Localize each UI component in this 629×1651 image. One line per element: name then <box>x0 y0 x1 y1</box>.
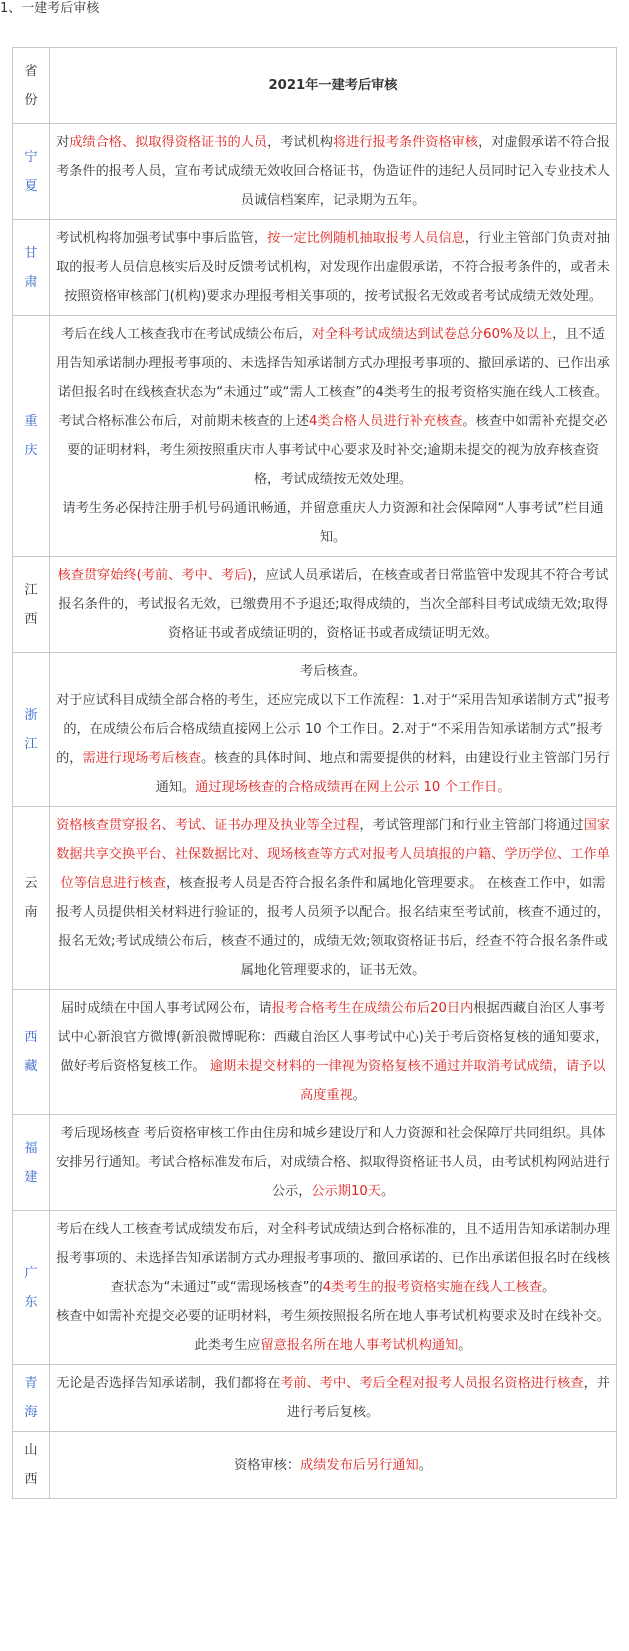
province-cell: 云南 <box>13 807 50 990</box>
review-content-cell <box>50 124 617 220</box>
table-row <box>13 316 617 557</box>
body-text: 考后核查。 <box>300 664 366 679</box>
content-paragraph <box>56 128 610 215</box>
body-text: ，并进行考后复核。 <box>286 1376 610 1420</box>
content-paragraph <box>56 811 610 985</box>
province-cell: 重庆 <box>13 316 50 557</box>
body-text: ，核查报考人员是否符合报名条件和属地化管理要求。 在核查工作中，如需报考人员提供相关材料进行验证的，报考人员须予以配合。报名结束至考试前，核查不通过的，报名无效;考试成绩公布后，核查不通过的，成绩无效;领取资格证书后，经查不符合报名条件或属地化管理要求的，证书无效。 <box>56 876 610 978</box>
body-text: ，应试人员承诺后，在核查或者日常监管中发现其不符合考试报名条件的，考试报名无效，已缴费用不予退还;取得成绩的，当次全部科目考试成绩无效;取得资格证书或者成绩证明的，资格证书或者成绩证明无效。 <box>58 568 609 641</box>
highlighted-text: 逾期未提交材料的一律视为资格复核不通过并取消考试成绩，请予以高度重视 <box>209 1059 606 1103</box>
table-header-row <box>13 48 617 124</box>
highlighted-text: 报考合格考生在成绩公布后20日内 <box>271 1001 474 1016</box>
table-row <box>13 807 617 990</box>
province-cell: 西藏 <box>13 990 50 1115</box>
body-text: 对 <box>56 135 70 150</box>
body-text: 。 <box>542 1280 556 1295</box>
content-paragraph <box>56 407 610 494</box>
table-row <box>13 557 617 653</box>
body-text: 。 <box>352 1088 366 1103</box>
content-paragraph <box>56 224 610 311</box>
table-row <box>13 1211 617 1365</box>
province-cell: 青海 <box>13 1365 50 1432</box>
review-content-cell <box>50 653 617 807</box>
body-text: ，行业主管部门负责对抽取的报考人员信息核实后及时反馈考试机构，对发现作出虚假承诺，不符合报考条件的，或者未按照资格审核部门(机构)要求办理报考相关事项的，按考试报名无效或者考试成绩无效处理。 <box>56 231 610 304</box>
review-content-cell <box>50 1115 617 1211</box>
content-paragraph <box>56 686 610 802</box>
review-content-cell <box>50 316 617 557</box>
body-text: ，且不适用告知承诺制办理报考事项的、未选择告知承诺制方式办理报考事项的、撤回承诺的、已作出承诺但报名时在线核查状态为“未通过”或“需人工核查”的4类考生的报考资格实施在线人工核查。 <box>56 327 610 400</box>
body-text: 考后现场核查 考后资格审核工作由住房和城乡建设厅和人力资源和社会保障厅共同组织。具体安排另行通知。考试合格标准发布后，对成绩合格、拟取得资格证书人员，由考试机构网站进行公示， <box>56 1126 610 1199</box>
body-text: 。 <box>380 1184 395 1199</box>
review-content-cell <box>50 1432 617 1499</box>
highlighted-text: 成绩合格、拟取得资格证书的人员 <box>69 135 268 150</box>
review-content-cell <box>50 1211 617 1365</box>
body-text: 对于应试科目成绩全部合格的考生，还应完成以下工作流程：1.对于“采用告知承诺制方式”报考的，在成绩公布后合格成绩直接网上公示 10 个工作日。2.对于“不采用告知承诺制方式”报考的， <box>56 693 610 766</box>
highlighted-text: 4类合格人员进行补充核查 <box>309 414 463 429</box>
body-text: 。 <box>458 1338 472 1353</box>
table-row <box>13 1432 617 1499</box>
highlighted-text: 将进行报考条件资格审核 <box>333 135 479 150</box>
content-paragraph <box>56 320 610 407</box>
exam-review-table <box>12 47 617 1499</box>
review-content-cell <box>50 220 617 316</box>
table-row <box>13 1365 617 1432</box>
content-paragraph <box>56 561 610 648</box>
body-text: 资格审核： <box>234 1457 301 1473</box>
body-text: 届时成绩在中国人事考试网公布，请 <box>60 1001 272 1016</box>
table-body <box>13 48 617 1499</box>
review-content-cell <box>50 557 617 653</box>
province-cell: 甘肃 <box>13 220 50 316</box>
content-paragraph <box>56 1119 610 1206</box>
highlighted-text: 公示期10天 <box>311 1184 381 1199</box>
table-row <box>13 1115 617 1211</box>
content-paragraph <box>56 657 610 686</box>
body-text: 考试合格标准公布后，对前期未核查的上述 <box>58 414 310 429</box>
content-paragraph <box>56 1369 610 1427</box>
body-text: ，考试管理部门和行业主管部门将通过 <box>359 818 584 833</box>
body-text: 考后在线人工核查考试成绩发布后，对全科考试成绩达到合格标准的，且不适用告知承诺制办理报考事项的、未选择告知承诺制方式办理报考事项的、撤回承诺的、已作出承诺但报名时在线核查状态为“未通过”或“需现场核查”的 <box>56 1222 610 1295</box>
body-text: 根据西藏自治区人事考试中心新浪官方微博(新浪微博昵称：西藏自治区人事考试中心)关于考后资格复核的通知要求，做好考后资格复核工作。 <box>57 1001 609 1074</box>
section-heading: 1、一建考后审核 <box>0 1 100 16</box>
body-text: 无论是否选择告知承诺制，我们都将在 <box>56 1376 281 1391</box>
body-text: 。核查的具体时间、地点和需要提供的材料，由建设行业主管部门另行通知。 <box>155 751 610 795</box>
review-content-cell <box>50 990 617 1115</box>
body-text: 考后在线人工核查我市在考试成绩公布后， <box>61 327 312 342</box>
content-paragraph <box>56 994 610 1110</box>
body-text: 。 <box>418 1457 432 1473</box>
province-cell: 福建 <box>13 1115 50 1211</box>
review-content-cell <box>50 1365 617 1432</box>
highlighted-text: 核查贯穿始终(考前、考中、考后) <box>57 568 253 583</box>
province-cell: 山西 <box>13 1432 50 1499</box>
table-row <box>13 220 617 316</box>
body-text: 考试机构将加强考试事中事后监管， <box>56 231 268 246</box>
body-text: 请考生务必保持注册手机号码通讯畅通，并留意重庆人力资源和社会保障网“人事考试”栏目通知。 <box>62 501 604 545</box>
highlighted-text: 考前、考中、考后全程对报考人员报名资格进行核查 <box>280 1376 584 1391</box>
province-cell: 广东 <box>13 1211 50 1365</box>
header-province-cell: 省份 <box>13 48 50 124</box>
province-cell: 宁夏 <box>13 124 50 220</box>
table-row <box>13 653 617 807</box>
content-paragraph <box>56 1215 610 1302</box>
highlighted-text: 对全科考试成绩达到试卷总分60%及以上 <box>311 327 553 342</box>
highlighted-text: 需进行现场考后核查 <box>82 751 202 766</box>
table-row <box>13 990 617 1115</box>
highlighted-text: 成绩发布后另行通知 <box>300 1457 419 1473</box>
body-text: ，考试机构 <box>267 135 333 150</box>
highlighted-text: 按一定比例随机抽取报考人员信息 <box>267 231 465 246</box>
highlighted-text: 国家数据共享交换平台、社保数据比对、现场核查等方式对报考人员填报的户籍、学历学位、工作单位等信息进行核查 <box>56 818 610 891</box>
province-cell: 浙江 <box>13 653 50 807</box>
content-paragraph <box>56 494 610 552</box>
body-text: 。核查中如需补充提交必要的证明材料，考生须按照重庆市人事考试中心要求及时补交;逾期未提交的视为放弃核查资格，考试成绩按无效处理。 <box>67 414 608 487</box>
table-row <box>13 124 617 220</box>
highlighted-text: 资格核查贯穿报名、考试、证书办理及执业等全过程 <box>56 818 360 833</box>
review-content-cell <box>50 807 617 990</box>
highlighted-text: 通过现场核查的合格成绩再在网上公示 10 个工作日。 <box>195 780 511 795</box>
highlighted-text: 4类考生的报考资格实施在线人工核查 <box>322 1280 543 1295</box>
content-paragraph <box>56 1302 610 1360</box>
body-text: ，对虚假承诺不符合报考条件的报考人员，宣布考试成绩无效收回合格证书，伪造证件的违纪人员同时记入专业技术人员诚信档案库，记录期为五年。 <box>56 135 610 208</box>
header-title-cell: 2021年一建考后审核 <box>50 48 617 124</box>
province-cell: 江西 <box>13 557 50 653</box>
body-text: 核查中如需补充提交必要的证明材料，考生须按照报名所在地人事考试机构要求及时在线补交。此类考生应 <box>56 1309 610 1353</box>
highlighted-text: 留意报名所在地人事考试机构通知 <box>260 1338 459 1353</box>
content-paragraph <box>56 1451 610 1480</box>
